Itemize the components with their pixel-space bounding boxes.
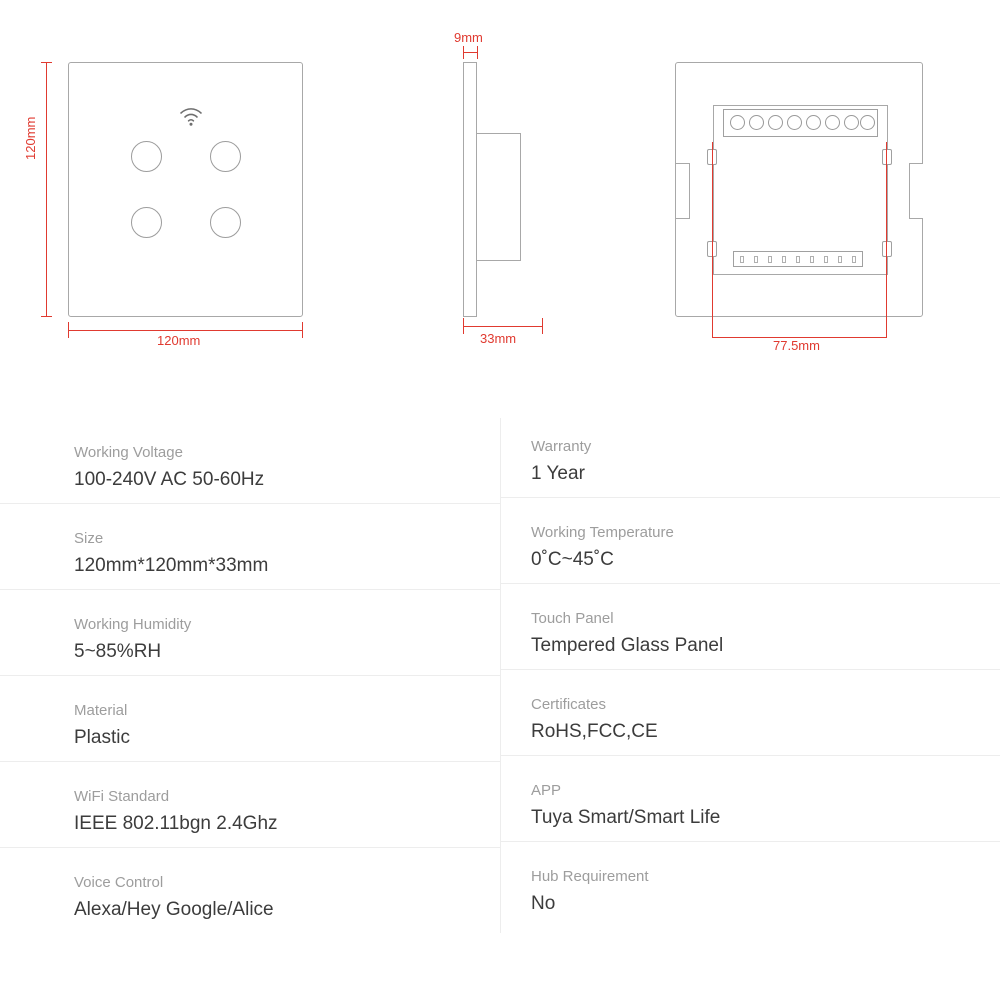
side-thickness-tick-left bbox=[463, 46, 464, 59]
touch-button bbox=[131, 141, 162, 172]
terminal-block-top bbox=[723, 109, 878, 137]
spec-value: Tempered Glass Panel bbox=[531, 635, 724, 656]
front-width-dim-line bbox=[68, 330, 303, 331]
terminal-pin bbox=[782, 256, 786, 263]
spec-row bbox=[501, 418, 1000, 497]
spec-row bbox=[0, 676, 500, 761]
mounting-tab bbox=[882, 241, 892, 257]
terminal-pin bbox=[768, 256, 772, 263]
side-thickness-dim-line bbox=[463, 52, 478, 53]
spec-row bbox=[0, 762, 500, 847]
spec-row bbox=[0, 504, 500, 589]
terminal-pin bbox=[838, 256, 842, 263]
front-panel-view bbox=[68, 62, 303, 317]
spec-row bbox=[501, 670, 1000, 755]
spec-label: Certificates bbox=[531, 696, 607, 713]
spec-value: 120mm*120mm*33mm bbox=[74, 555, 269, 576]
spec-value: Alexa/Hey Google/Alice bbox=[74, 899, 274, 920]
spec-value: 5~85%RH bbox=[74, 641, 162, 662]
terminal-screw bbox=[787, 115, 802, 130]
side-depth-dim-label: 33mm bbox=[480, 331, 517, 346]
terminal-screw bbox=[860, 115, 875, 130]
terminal-pin bbox=[740, 256, 744, 263]
spec-row bbox=[501, 842, 1000, 927]
spec-label: Working Humidity bbox=[74, 616, 192, 633]
side-thickness-dim-label: 9mm bbox=[454, 30, 483, 45]
side-thickness-tick-right bbox=[477, 46, 478, 59]
terminal-screw bbox=[749, 115, 764, 130]
spec-label: WiFi Standard bbox=[74, 788, 170, 805]
terminal-screw bbox=[768, 115, 783, 130]
spec-row bbox=[501, 756, 1000, 841]
side-depth-tick-left bbox=[463, 318, 464, 334]
spec-row bbox=[0, 418, 500, 503]
spec-value: Plastic bbox=[74, 727, 130, 748]
terminal-pin bbox=[754, 256, 758, 263]
spec-column-left bbox=[0, 418, 500, 933]
spec-label: Warranty bbox=[531, 438, 592, 455]
front-width-tick-left bbox=[68, 322, 69, 338]
side-profile-view bbox=[463, 62, 477, 317]
touch-button bbox=[131, 207, 162, 238]
front-width-tick-right bbox=[302, 322, 303, 338]
front-height-tick-top bbox=[41, 62, 52, 63]
terminal-pin bbox=[852, 256, 856, 263]
spec-label: Touch Panel bbox=[531, 610, 614, 627]
front-height-dim-line bbox=[46, 62, 47, 317]
spec-value: No bbox=[531, 893, 556, 914]
front-width-dim-label: 120mm bbox=[157, 333, 201, 348]
side-depth-tick-right bbox=[542, 318, 543, 334]
touch-button bbox=[210, 207, 241, 238]
spec-value: 100-240V AC 50-60Hz bbox=[74, 469, 265, 490]
front-height-tick-bottom bbox=[41, 316, 52, 317]
wifi-icon bbox=[179, 107, 203, 127]
terminal-pin bbox=[810, 256, 814, 263]
spec-label: Working Temperature bbox=[531, 524, 674, 541]
terminal-pin bbox=[796, 256, 800, 263]
spec-label: Voice Control bbox=[74, 874, 164, 891]
terminal-screw bbox=[844, 115, 859, 130]
specifications-table bbox=[0, 418, 1000, 933]
product-dimension-diagram bbox=[0, 0, 1000, 400]
mounting-tab bbox=[882, 149, 892, 165]
mounting-ear-left bbox=[676, 163, 690, 219]
side-depth-dim-line bbox=[463, 326, 543, 327]
spec-row bbox=[0, 590, 500, 675]
terminal-screw bbox=[730, 115, 745, 130]
spec-column-right bbox=[500, 418, 1000, 933]
spec-row bbox=[501, 584, 1000, 669]
spec-row bbox=[501, 498, 1000, 583]
spec-label: Material bbox=[74, 702, 128, 719]
spec-label: Working Voltage bbox=[74, 444, 183, 461]
back-mount-extension-left bbox=[712, 142, 713, 338]
back-mount-extension-right bbox=[886, 142, 887, 338]
spec-label: Hub Requirement bbox=[531, 868, 649, 885]
terminal-block-bottom bbox=[733, 251, 863, 267]
terminal-screw bbox=[806, 115, 821, 130]
side-back-housing bbox=[477, 133, 521, 261]
spec-row bbox=[0, 848, 500, 933]
touch-button bbox=[210, 141, 241, 172]
mounting-ear-right bbox=[909, 163, 923, 219]
front-height-dim-label: 120mm bbox=[23, 116, 38, 160]
terminal-pin bbox=[824, 256, 828, 263]
terminal-screw bbox=[825, 115, 840, 130]
spec-value: RoHS,FCC,CE bbox=[531, 721, 658, 742]
spec-label: Size bbox=[74, 530, 104, 547]
spec-value: 1 Year bbox=[531, 463, 585, 484]
back-mount-dim-label: 77.5mm bbox=[773, 338, 820, 353]
spec-label: APP bbox=[531, 782, 562, 799]
spec-value: IEEE 802.11bgn 2.4Ghz bbox=[74, 813, 278, 834]
spec-value: Tuya Smart/Smart Life bbox=[531, 807, 721, 828]
spec-value: 0˚C~45˚C bbox=[531, 549, 614, 570]
